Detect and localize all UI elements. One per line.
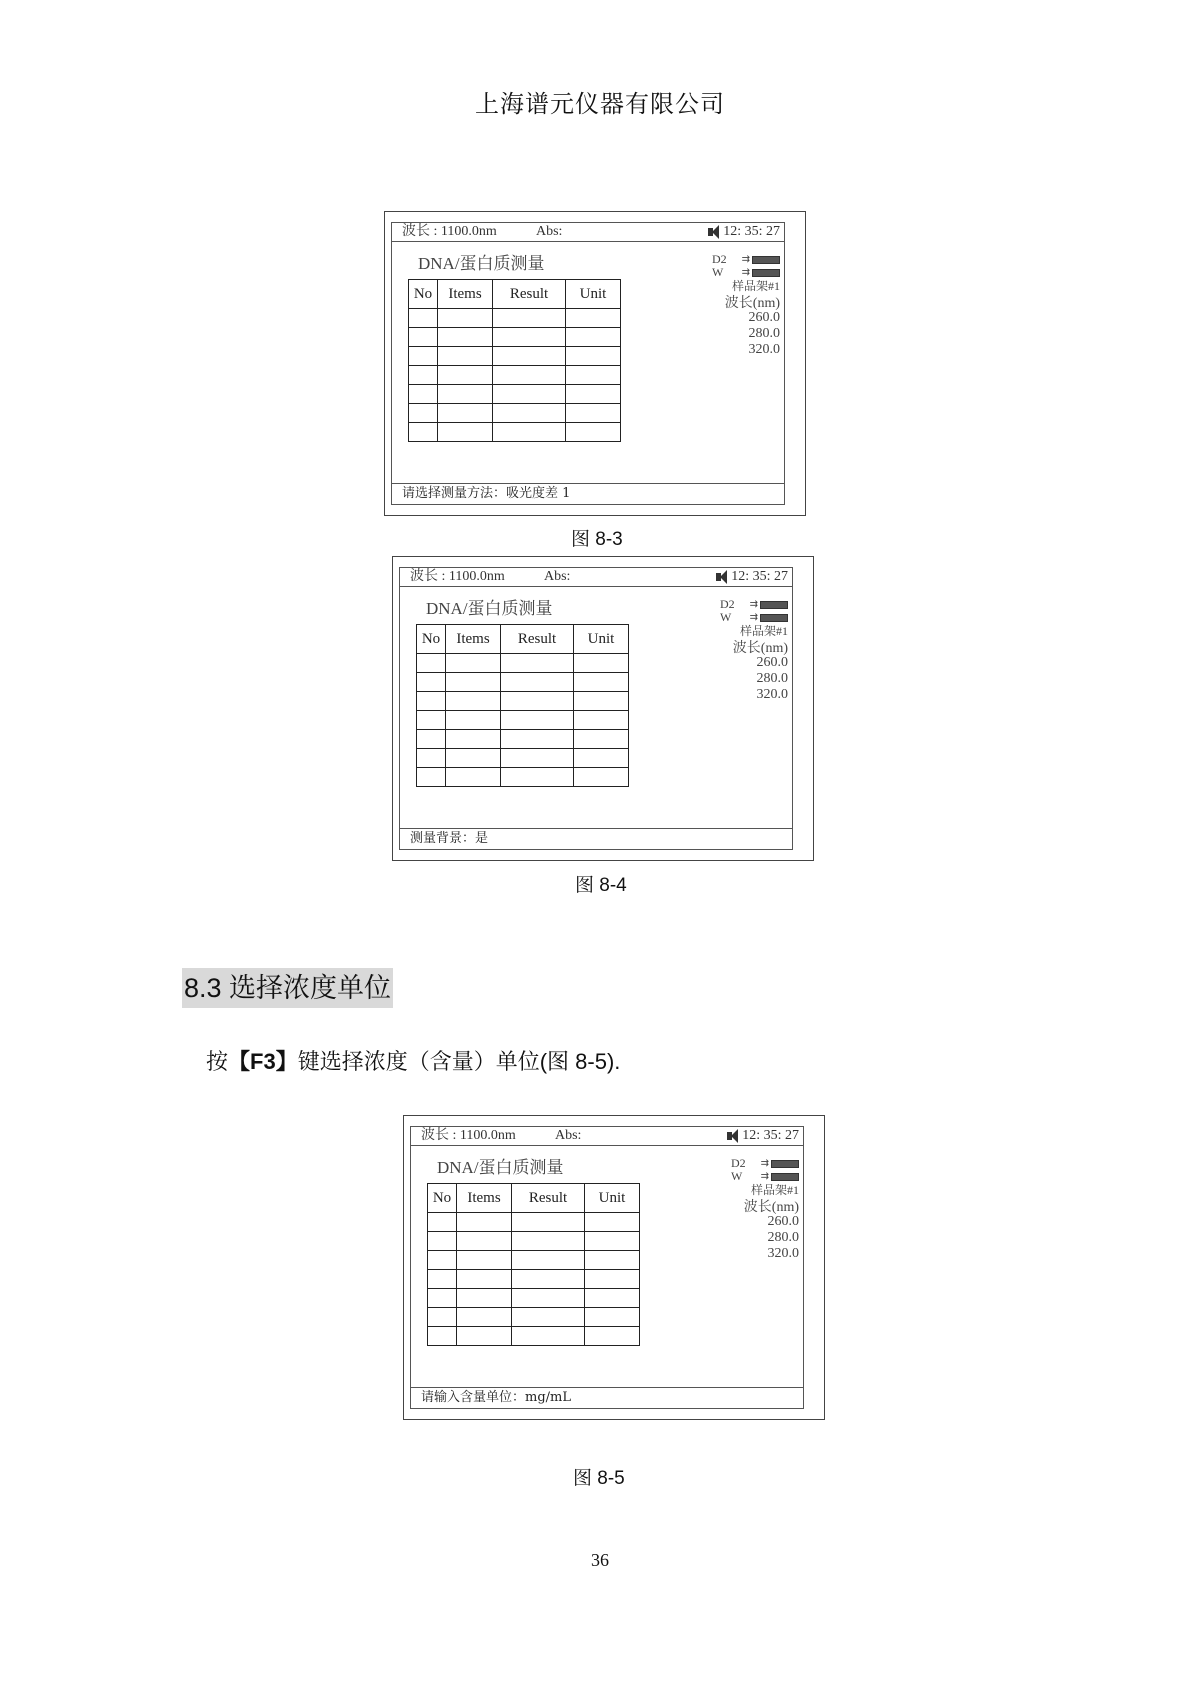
instruction-paragraph: [206, 1045, 620, 1076]
sample-holder: 样品架#1: [739, 624, 788, 638]
status-panel: [729, 1157, 799, 1262]
lamp-arrow-icon: ⇉: [749, 612, 758, 623]
w-label: W: [731, 1169, 743, 1183]
wavelength-readout: 波长 : 1100.0nm: [402, 224, 497, 239]
wavelength-item: 320.0: [767, 1246, 799, 1261]
lamp-arrow-icon: ⇉: [760, 1171, 769, 1182]
wavelength-item: 280.0: [767, 1230, 799, 1245]
lamp-bar-icon: [760, 601, 788, 609]
instrument-screen-1: [384, 211, 806, 516]
screen-frame: [410, 1126, 804, 1409]
wavelength-list-header: 波长(nm): [743, 1200, 799, 1215]
col-no: No: [428, 1184, 457, 1213]
page-header: 上海谱元仪器有限公司: [475, 90, 725, 118]
col-items: Items: [438, 280, 493, 309]
wavelength-list-header: 波长(nm): [732, 641, 788, 656]
table-row: [428, 1327, 640, 1346]
instruction-pre: 按: [206, 1049, 229, 1074]
table-header-row: [417, 625, 629, 654]
col-items: Items: [457, 1184, 512, 1213]
wavelength-item: 320.0: [756, 687, 788, 702]
instruction-post: 键选择浓度（含量）单位(图 8-5).: [297, 1049, 621, 1074]
table-row: [417, 673, 629, 692]
wavelength-item: 260.0: [767, 1214, 799, 1229]
screen-title: DNA/蛋白质测量: [426, 599, 553, 618]
wavelength-list: [710, 310, 780, 358]
wavelength-item: 260.0: [756, 655, 788, 670]
f3-key-label: 【F3】: [228, 1049, 298, 1074]
speaker-icon: [716, 573, 721, 581]
sample-holder: 样品架#1: [731, 279, 780, 293]
lamp-bar-icon: [760, 614, 788, 622]
abs-readout: Abs:: [544, 569, 571, 584]
figure-caption: 图 8-4: [575, 875, 627, 896]
lamp-bar-icon: [752, 256, 780, 264]
table-row: [409, 404, 621, 423]
page-number: 36: [591, 1550, 609, 1570]
d2-label: D2: [720, 597, 735, 611]
results-table: [427, 1183, 640, 1346]
table-row: [417, 768, 629, 787]
col-unit: Unit: [585, 1184, 640, 1213]
lamp-arrow-icon: ⇉: [749, 599, 758, 610]
screen-topbar: [411, 1127, 803, 1146]
screen-topbar: [400, 568, 792, 587]
screen-frame: [391, 222, 785, 505]
lamp-arrow-icon: ⇉: [741, 267, 750, 278]
col-items: Items: [446, 625, 501, 654]
section-heading: 8.3 选择浓度单位: [182, 968, 393, 1008]
instrument-screen-3: [403, 1115, 825, 1420]
col-unit: Unit: [566, 280, 621, 309]
table-row: [409, 385, 621, 404]
table-row: [428, 1289, 640, 1308]
figure-caption: 图 8-5: [573, 1468, 625, 1489]
wavelength-item: 260.0: [748, 310, 780, 325]
table-row: [409, 347, 621, 366]
table-header-row: [409, 280, 621, 309]
col-no: No: [417, 625, 446, 654]
wavelength-readout: 波长 : 1100.0nm: [410, 569, 505, 584]
clock: [708, 223, 780, 241]
screen-title: DNA/蛋白质测量: [437, 1158, 564, 1177]
table-row: [428, 1308, 640, 1327]
table-row: [417, 711, 629, 730]
wavelength-item: 320.0: [748, 342, 780, 357]
table-row: [428, 1270, 640, 1289]
table-row: [409, 309, 621, 328]
table-row: [428, 1232, 640, 1251]
results-table: [408, 279, 621, 442]
table-row: [417, 730, 629, 749]
lamp-bar-icon: [771, 1160, 799, 1168]
w-label: W: [712, 265, 724, 279]
status-line: 请选择测量方法：吸光度差 1: [392, 483, 784, 504]
screen-title: DNA/蛋白质测量: [418, 254, 545, 273]
table-row: [409, 423, 621, 442]
clock-time: 12: 35: 27: [731, 569, 788, 584]
d2-label: D2: [731, 1156, 746, 1170]
speaker-icon: [727, 1132, 732, 1140]
results-table: [416, 624, 629, 787]
table-row: [409, 328, 621, 347]
status-panel: [710, 253, 780, 358]
table-row: [417, 749, 629, 768]
figure-caption: 图 8-3: [571, 529, 623, 550]
wavelength-item: 280.0: [756, 671, 788, 686]
col-result: Result: [493, 280, 566, 309]
clock: [727, 1127, 799, 1145]
d2-label: D2: [712, 252, 727, 266]
wavelength-item: 280.0: [748, 326, 780, 341]
col-result: Result: [512, 1184, 585, 1213]
wavelength-list: [729, 1214, 799, 1262]
table-row: [417, 692, 629, 711]
screen-frame: [399, 567, 793, 850]
screen-topbar: [392, 223, 784, 242]
abs-readout: Abs:: [555, 1128, 582, 1143]
w-label: W: [720, 610, 732, 624]
instrument-screen-2: [392, 556, 814, 861]
w-lamp-status: [729, 1170, 799, 1183]
lamp-arrow-icon: ⇉: [760, 1158, 769, 1169]
clock: [716, 568, 788, 586]
status-line: 测量背景：是: [400, 828, 792, 849]
clock-time: 12: 35: 27: [742, 1128, 799, 1143]
wavelength-readout: 波长 : 1100.0nm: [421, 1128, 516, 1143]
clock-time: 12: 35: 27: [723, 224, 780, 239]
status-line: 请输入含量单位：mg/mL: [411, 1387, 803, 1408]
table-row: [428, 1251, 640, 1270]
lamp-bar-icon: [752, 269, 780, 277]
lamp-bar-icon: [771, 1173, 799, 1181]
table-row: [428, 1213, 640, 1232]
wavelength-list: [718, 655, 788, 703]
w-lamp-status: [710, 266, 780, 279]
wavelength-list-header: 波长(nm): [724, 296, 780, 311]
status-panel: [718, 598, 788, 703]
col-result: Result: [501, 625, 574, 654]
table-row: [417, 654, 629, 673]
table-header-row: [428, 1184, 640, 1213]
sample-holder: 样品架#1: [750, 1183, 799, 1197]
col-unit: Unit: [574, 625, 629, 654]
table-row: [409, 366, 621, 385]
lamp-arrow-icon: ⇉: [741, 254, 750, 265]
w-lamp-status: [718, 611, 788, 624]
col-no: No: [409, 280, 438, 309]
abs-readout: Abs:: [536, 224, 563, 239]
speaker-icon: [708, 228, 713, 236]
